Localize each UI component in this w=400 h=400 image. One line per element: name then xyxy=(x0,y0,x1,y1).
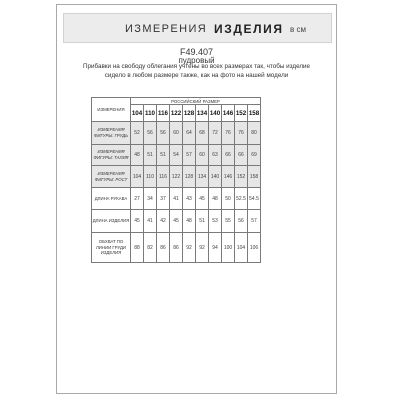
size-cell: 134 xyxy=(196,105,209,122)
value-cell: 57 xyxy=(248,210,261,233)
header-unit: в см xyxy=(290,25,306,34)
value-cell: 66 xyxy=(235,145,248,166)
value-cell: 128 xyxy=(183,166,196,188)
row-label: ДЛИНА ИЗДЕЛИЯ xyxy=(92,210,131,233)
value-cell: 45 xyxy=(131,210,144,233)
corner-label: ИЗМЕРЕНИЯ xyxy=(92,98,131,122)
header-title: ИЗМЕРЕНИЯ xyxy=(125,23,208,35)
size-cell: 140 xyxy=(209,105,222,122)
value-cell: 34 xyxy=(144,188,157,210)
value-cell: 37 xyxy=(157,188,170,210)
value-cell: 48 xyxy=(131,145,144,166)
measurement-row xyxy=(92,188,261,210)
value-cell: 64 xyxy=(183,122,196,145)
value-cell: 86 xyxy=(170,233,183,263)
value-cell: 158 xyxy=(248,166,261,188)
value-cell: 122 xyxy=(170,166,183,188)
value-cell: 50 xyxy=(222,188,235,210)
value-cell: 41 xyxy=(144,210,157,233)
value-cell: 94 xyxy=(209,233,222,263)
value-cell: 104 xyxy=(235,233,248,263)
value-cell: 76 xyxy=(222,122,235,145)
value-cell: 86 xyxy=(157,233,170,263)
value-cell: 116 xyxy=(157,166,170,188)
row-label: ИЗМЕРЕНИЯ ФИГУРЫ: ГРУДЬ xyxy=(92,122,131,145)
header-banner xyxy=(63,13,332,43)
value-cell: 27 xyxy=(131,188,144,210)
product-color: пудровый xyxy=(178,56,215,65)
value-cell: 63 xyxy=(209,145,222,166)
value-cell: 51 xyxy=(144,145,157,166)
value-cell: 48 xyxy=(183,210,196,233)
value-cell: 104 xyxy=(131,166,144,188)
size-cell: 116 xyxy=(157,105,170,122)
value-cell: 60 xyxy=(196,145,209,166)
value-cell: 88 xyxy=(131,233,144,263)
size-cell: 158 xyxy=(248,105,261,122)
value-cell: 51 xyxy=(157,145,170,166)
measurement-row xyxy=(92,233,261,263)
value-cell: 146 xyxy=(222,166,235,188)
product-code: F49.407 xyxy=(179,47,214,57)
value-cell: 53 xyxy=(209,210,222,233)
measurement-rows xyxy=(92,122,261,263)
size-cell: 128 xyxy=(183,105,196,122)
value-cell: 45 xyxy=(196,188,209,210)
value-cell: 52.5 xyxy=(235,188,248,210)
size-chart-sheet xyxy=(56,4,337,394)
size-cell: 110 xyxy=(144,105,157,122)
measurement-row xyxy=(92,122,261,145)
size-table xyxy=(91,97,261,263)
value-cell: 54 xyxy=(170,145,183,166)
measurement-row xyxy=(92,166,261,188)
measurement-row xyxy=(92,145,261,166)
value-cell: 110 xyxy=(144,166,157,188)
value-cell: 43 xyxy=(183,188,196,210)
row-label: ОБХВАТ ПО ЛИНИИ ГРУДИ ИЗДЕЛИЯ xyxy=(92,233,131,263)
value-cell: 92 xyxy=(183,233,196,263)
value-cell: 56 xyxy=(235,210,248,233)
value-cell: 152 xyxy=(235,166,248,188)
value-cell: 42 xyxy=(157,210,170,233)
fit-description: Прибавки на свободу облегания учтены во всех размерах так, чтобы изделие сидело в любом размере также, как на фото на нашей модели xyxy=(82,63,311,79)
value-cell: 100 xyxy=(222,233,235,263)
size-cell: 122 xyxy=(170,105,183,122)
value-cell: 48 xyxy=(209,188,222,210)
value-cell: 56 xyxy=(144,122,157,145)
value-cell: 54.5 xyxy=(248,188,261,210)
size-cell: 104 xyxy=(131,105,144,122)
value-cell: 56 xyxy=(157,122,170,145)
value-cell: 68 xyxy=(196,122,209,145)
value-cell: 45 xyxy=(170,210,183,233)
value-cell: 57 xyxy=(183,145,196,166)
value-cell: 72 xyxy=(209,122,222,145)
size-system-header: РОССИЙСКИЙ РАЗМЕР xyxy=(131,98,261,105)
value-cell: 52 xyxy=(131,122,144,145)
value-cell: 92 xyxy=(196,233,209,263)
value-cell: 82 xyxy=(144,233,157,263)
size-cell: 152 xyxy=(235,105,248,122)
size-cell: 146 xyxy=(222,105,235,122)
value-cell: 106 xyxy=(248,233,261,263)
value-cell: 60 xyxy=(170,122,183,145)
value-cell: 134 xyxy=(196,166,209,188)
value-cell: 55 xyxy=(222,210,235,233)
row-label: ИЗМЕРЕНИЯ ФИГУРЫ: ТАЛИЯ xyxy=(92,145,131,166)
value-cell: 76 xyxy=(235,122,248,145)
header-title-bold: ИЗДЕЛИЯ xyxy=(214,22,284,36)
row-label: ДЛИНА РУКАВА xyxy=(92,188,131,210)
value-cell: 69 xyxy=(248,145,261,166)
row-label: ИЗМЕРЕНИЯ ФИГУРЫ: РОСТ xyxy=(92,166,131,188)
value-cell: 41 xyxy=(170,188,183,210)
value-cell: 140 xyxy=(209,166,222,188)
measurement-row xyxy=(92,210,261,233)
value-cell: 66 xyxy=(222,145,235,166)
value-cell: 51 xyxy=(196,210,209,233)
value-cell: 80 xyxy=(248,122,261,145)
